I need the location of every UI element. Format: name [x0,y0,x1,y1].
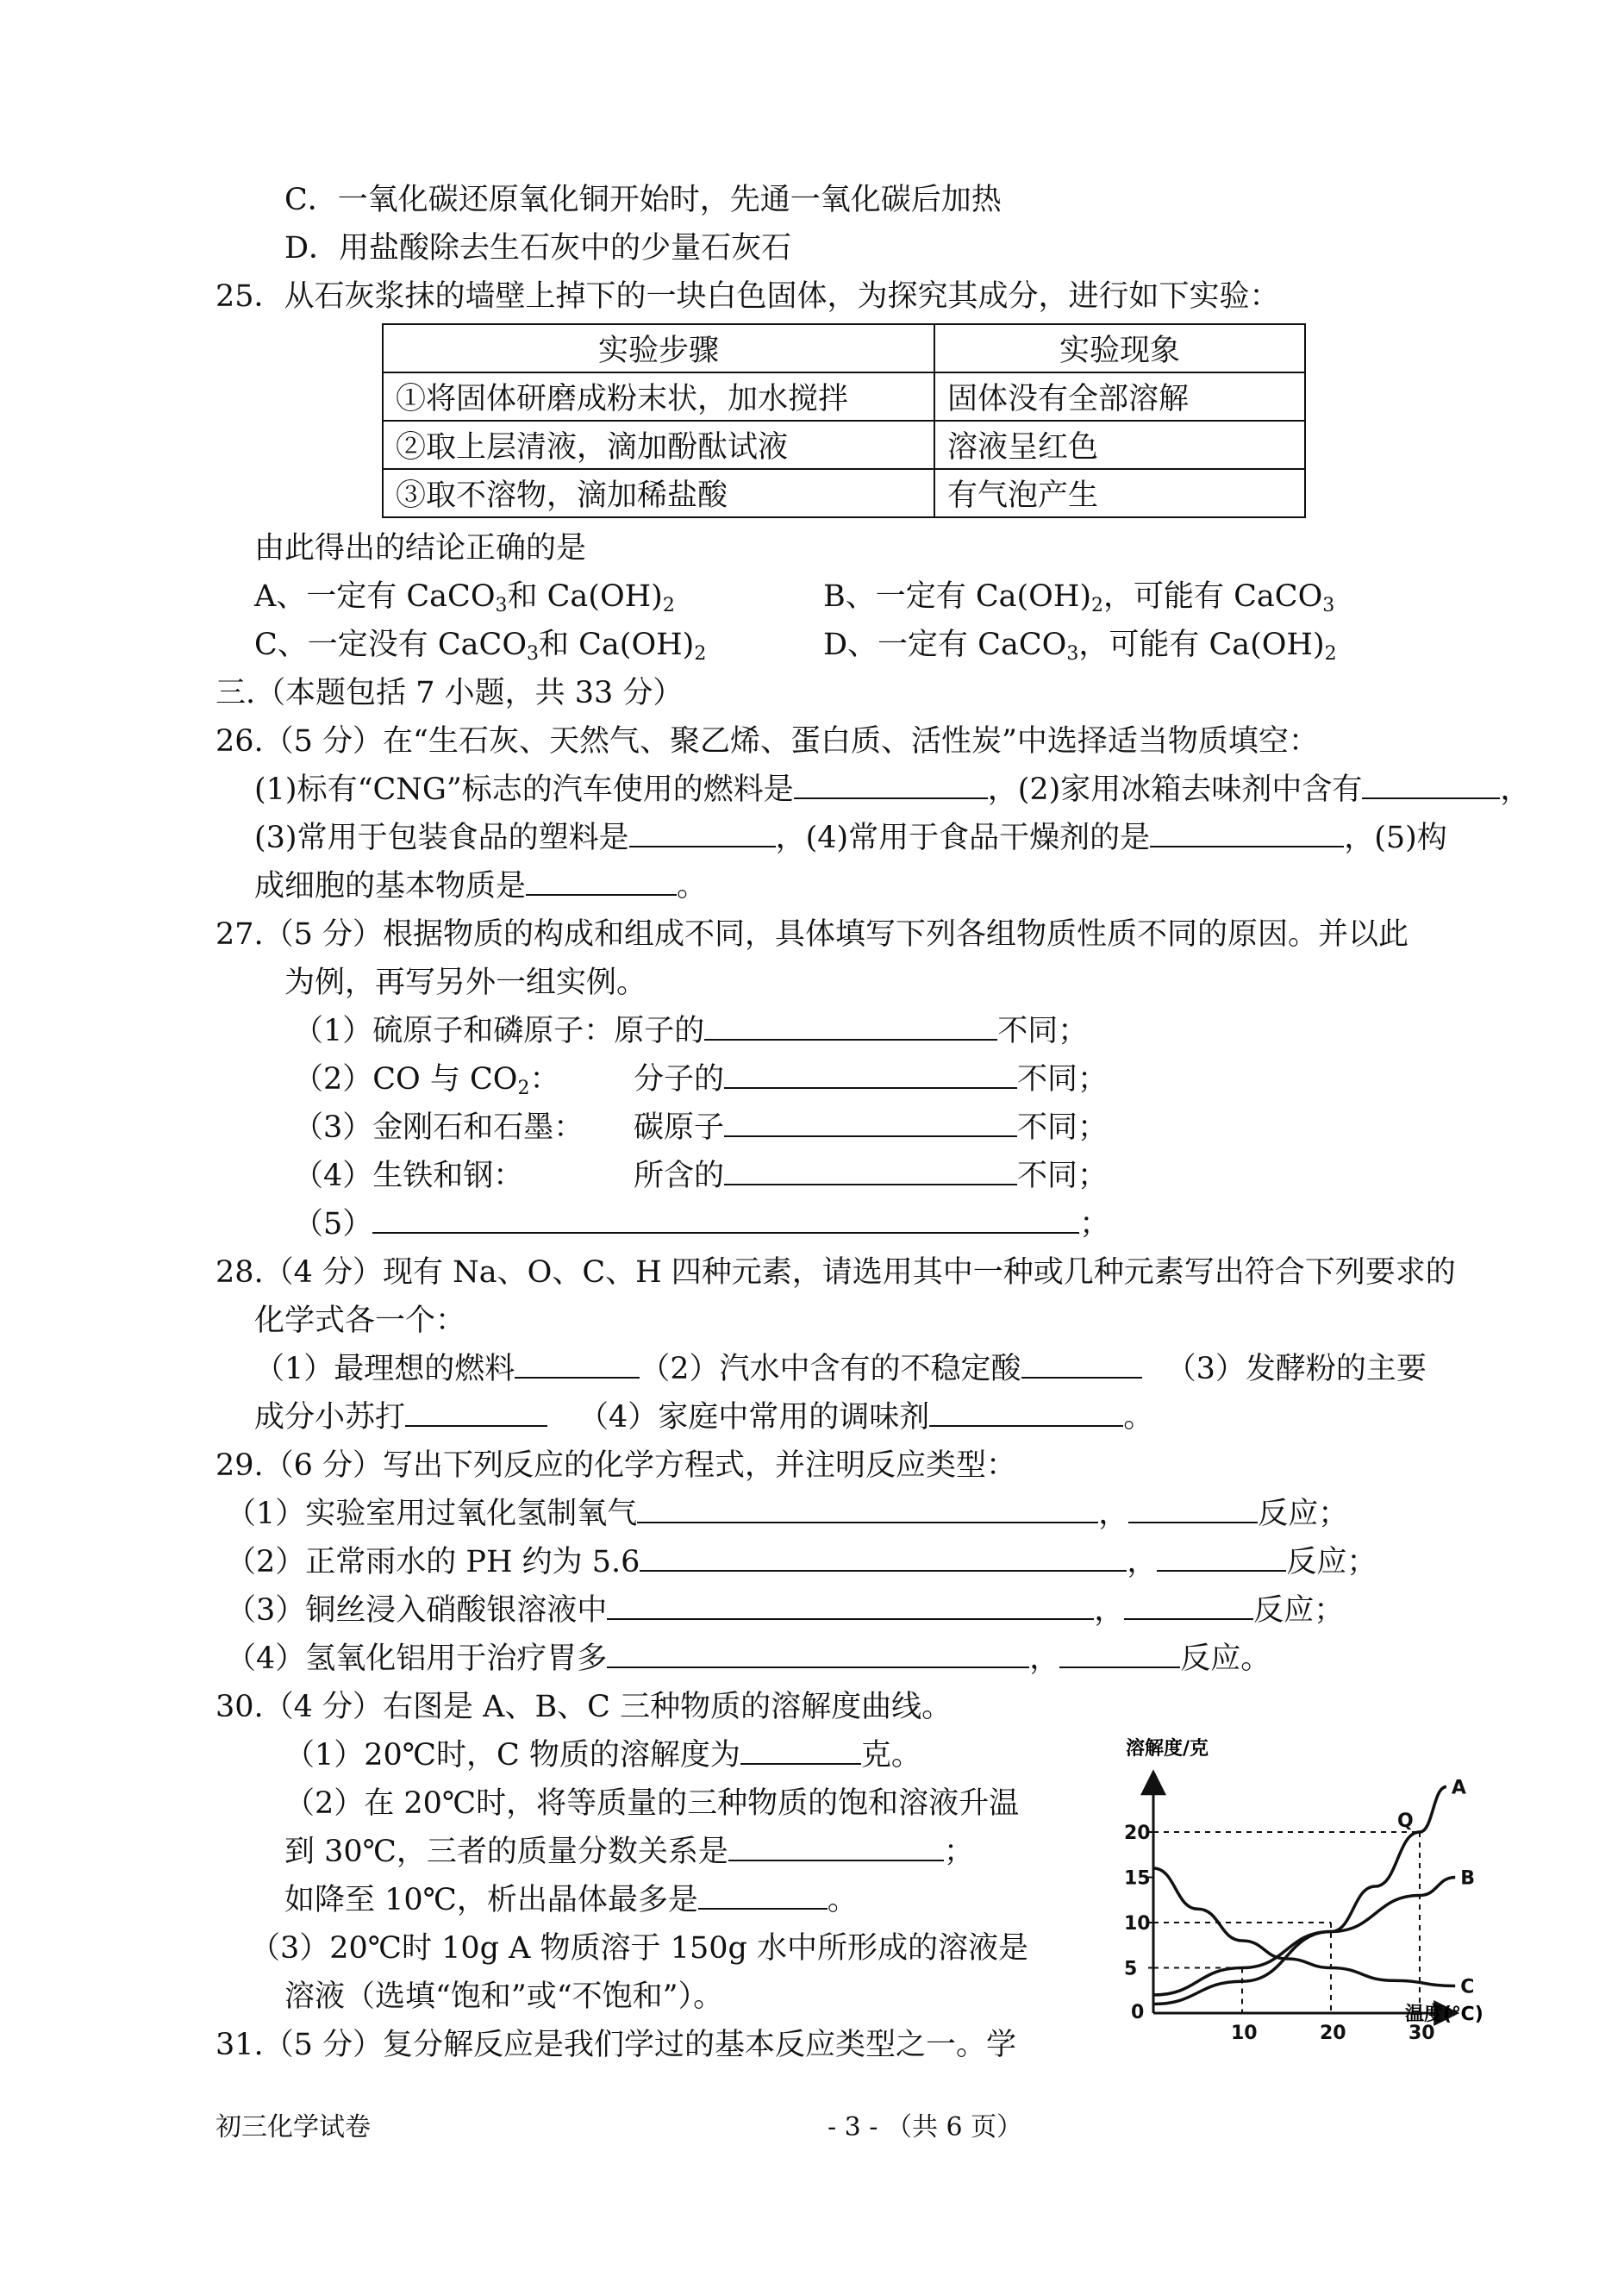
text: （2）正常雨水的 PH 约为 5.6 [226,1545,640,1579]
q28-line-1 [254,1350,1427,1388]
q27-item-5 [293,1205,1109,1243]
y-tick-label: 15 [1124,1867,1151,1890]
text: ， [1029,1642,1060,1676]
table-header-row [383,324,1305,372]
text: 成分小苏打 [254,1400,406,1435]
text: 成细胞的基本物质是 [254,869,527,904]
q29-item-1 [226,1495,1348,1533]
text: ： [529,1062,560,1097]
answer-blank[interactable] [629,820,776,847]
text: （5） [293,1207,373,1241]
text: 。 [1123,1400,1154,1435]
text: ； [1079,1207,1110,1241]
text: 不同； [1017,1062,1109,1097]
answer-blank[interactable] [728,1834,944,1861]
text: （1）最理想的燃料 [254,1352,515,1386]
text: ， [1094,1593,1125,1628]
q28-stem-2: 化学式各一个： [254,1304,466,1338]
text: （2）汽水中含有的不稳定酸 [640,1352,1021,1386]
text: （2）CO 与 CO [293,1062,518,1097]
answer-blank[interactable] [1124,1592,1253,1620]
subscript: 3 [527,643,540,665]
text: 反应； [1258,1497,1349,1531]
q30-line-4 [284,1881,858,1919]
option-text: 和 Ca(OH) [539,628,695,662]
x-tick-label: 20 [1320,2023,1346,2044]
option-text: 和 Ca(OH) [507,579,663,614]
q27-item-2 [293,1060,559,1098]
answer-blank[interactable] [526,868,677,896]
answer-blank[interactable] [1150,820,1344,847]
option-text: B、一定有 Ca(OH) [823,579,1092,614]
text: 如降至 10℃，析出晶体最多是 [284,1883,698,1917]
option-text: A、一定有 CaCO [254,579,496,614]
q29-item-4 [226,1640,1271,1678]
q27-stem-2: 为例，再写另外一组实例。 [284,966,647,1000]
answer-blank[interactable] [405,1399,547,1427]
q25-stem: 25．从石灰浆抹的墙壁上掉下的一块白色固体，为探究其成分，进行如下实验： [215,279,1280,314]
text: 反应； [1286,1545,1377,1579]
y-axis-label: 溶解度/克 [1126,1738,1209,1760]
text: （3）铜丝浸入硝酸银溶液中 [226,1593,608,1628]
answer-blank[interactable] [1157,1544,1286,1572]
solubility-chart [1112,1737,1491,2056]
table-header-cell: 实验现象 [934,324,1305,372]
table-cell: 有气泡产生 [934,469,1305,517]
experiment-table [382,323,1306,518]
table-row [383,421,1305,469]
q30-line-6: 溶液（选填“饱和”或“不饱和”）。 [284,1979,724,2014]
table-row [383,469,1305,517]
answer-blank[interactable] [607,1641,1029,1668]
text: 。 [677,869,708,904]
q29-stem: 29.（6 分）写出下列反应的化学方程式，并注明反应类型： [215,1448,1017,1483]
text: 到 30℃，三者的质量分数关系是 [284,1835,728,1869]
y-tick-label: 10 [1124,1913,1151,1935]
text: ， [1127,1545,1158,1579]
table-cell: ①将固体研磨成粉末状，加水搅拌 [383,372,934,421]
q27-item-4-answer [634,1157,1108,1195]
text: 不同； [997,1014,1089,1048]
subscript: 3 [1322,595,1335,616]
q27-item-1 [293,1012,1088,1050]
q25-option-b [823,578,1334,616]
text: （4）家庭中常用的调味剂 [578,1400,930,1435]
q29-item-3 [226,1591,1344,1629]
text: 反应； [1253,1593,1345,1628]
text: （1）20℃时，C 物质的溶解度为 [284,1738,740,1773]
table-cell: ②取上层清液，滴加酚酞试液 [383,421,934,469]
series-label-B: B [1460,1867,1475,1890]
page-number: - 3 - （共 6 页） [828,2112,1023,2142]
answer-blank[interactable] [607,1592,1094,1620]
text: ， [1500,772,1531,807]
series-label-A: A [1451,1777,1466,1799]
text: ，(4)常用于食品干燥剂的是 [775,821,1151,855]
option-text: ，可能有 CaCO [1103,579,1323,614]
subscript: 3 [495,595,508,616]
subscript: 2 [517,1078,530,1099]
answer-blank[interactable] [1059,1641,1180,1668]
text: 不同； [1017,1159,1109,1193]
q26-line-1 [254,771,1530,809]
q28-line-2 [254,1398,1153,1436]
curve-B [1153,1878,1455,1996]
text: (1)标有“CNG”标志的汽车使用的燃料是 [254,772,794,807]
q28-stem-1: 28.（4 分）现有 Na、O、C、H 四种元素，请选用其中一种或几种元素写出符合下列要求的 [215,1255,1456,1290]
subscript: 3 [1066,643,1079,665]
y-tick-label: 20 [1124,1823,1151,1844]
text: （1）硫原子和磷原子：原子的 [293,1014,705,1048]
answer-blank[interactable] [1128,1496,1258,1523]
subscript: 2 [1324,643,1337,665]
answer-blank[interactable] [794,772,988,799]
text: （3）发酵粉的主要 [1165,1352,1427,1386]
answer-blank[interactable] [698,1882,828,1910]
text: ； [943,1835,974,1869]
answer-blank[interactable] [724,1110,1017,1137]
text: 反应。 [1180,1642,1271,1676]
q30-stem: 30.（4 分）右图是 A、B、C 三种物质的溶解度曲线。 [215,1690,953,1724]
q25-conclusion: 由此得出的结论正确的是 [254,531,587,566]
text: 不同； [1017,1110,1109,1145]
answer-blank[interactable] [724,1158,1017,1185]
text: 分子的 [634,1062,725,1097]
answer-blank[interactable] [740,1737,861,1765]
q25-option-a [254,578,675,616]
answer-blank[interactable] [724,1061,1017,1089]
answer-blank[interactable] [515,1351,640,1379]
q27-item-2-answer [634,1060,1108,1098]
q30-line-1 [284,1736,921,1774]
text: 克。 [860,1738,921,1773]
q31-stem: 31.（5 分）复分解反应是我们学过的基本反应类型之一。学 [215,2028,1017,2062]
x-tick-label: 30 [1409,2023,1435,2044]
text: ， [1098,1497,1129,1531]
option-text: ，可能有 Ca(OH) [1078,628,1325,662]
text: 。 [827,1883,858,1917]
text: ，(2)家用冰箱去味剂中含有 [987,772,1363,807]
q27-item-3: （3）金刚石和石墨： [293,1110,584,1145]
q24-option-d: D．用盐酸除去生石灰中的少量石灰石 [284,231,792,266]
section-3-heading: 三.（本题包括 7 小题，共 33 分） [215,676,684,710]
table-row [383,372,1305,421]
origin-label: 0 [1131,2002,1145,2023]
text: (3)常用于包装食品的塑料是 [254,821,629,855]
answer-blank[interactable] [640,1544,1127,1572]
answer-blank[interactable] [372,1206,1079,1234]
table-cell: 固体没有全部溶解 [934,372,1305,421]
q25-option-d [823,626,1337,664]
table-header-cell: 实验步骤 [383,324,934,372]
text: 碳原子 [634,1110,725,1145]
q27-stem-1: 27.（5 分）根据物质的构成和组成不同，具体填写下列各组物质性质不同的原因。并以此 [215,917,1409,952]
y-tick-label: 5 [1124,1958,1138,1980]
series-label-C: C [1460,1976,1475,1998]
answer-blank[interactable] [1021,1351,1142,1379]
q27-item-4: （4）生铁和钢： [293,1159,524,1193]
point-label: Q [1397,1810,1414,1832]
text: 所含的 [634,1159,725,1193]
footer-title: 初三化学试卷 [215,2112,371,2142]
answer-blank[interactable] [929,1399,1123,1427]
option-text: D、一定有 CaCO [823,628,1067,662]
option-text: C、一定没有 CaCO [254,628,528,662]
table-cell: 溶液呈红色 [934,421,1305,469]
subscript: 2 [1091,595,1104,616]
answer-blank[interactable] [637,1496,1098,1523]
q30-line-2: （2）在 20℃时，将等质量的三种物质的饱和溶液升温 [284,1786,1020,1821]
subscript: 2 [662,595,675,616]
answer-blank[interactable] [704,1013,997,1041]
x-tick-label: 10 [1231,2023,1258,2044]
subscript: 2 [694,643,707,665]
q26-line-3 [254,867,707,905]
q24-option-c: C．一氧化碳还原氧化铜开始时，先通一氧化碳后加热 [284,183,1002,217]
q29-item-2 [226,1543,1377,1581]
q30-line-5: （3）20℃时 10g A 物质溶于 150g 水中所形成的溶液是 [250,1931,1029,1966]
q27-item-3-answer [634,1109,1108,1147]
text: ，(5)构 [1344,821,1447,855]
text: （1）实验室用过氧化氢制氧气 [226,1497,638,1531]
answer-blank[interactable] [1362,772,1500,799]
text: （4）氢氧化铝用于治疗胃多 [226,1642,608,1676]
x-axis-label: 温度(℃) [1405,2004,1483,2025]
q25-option-c [254,626,706,664]
q30-line-3 [284,1833,974,1871]
q26-stem: 26.（5 分）在“生石灰、天然气、聚乙烯、蛋白质、活性炭”中选择适当物质填空： [215,724,1319,759]
table-cell: ③取不溶物，滴加稀盐酸 [383,469,934,517]
q26-line-2 [254,819,1447,857]
